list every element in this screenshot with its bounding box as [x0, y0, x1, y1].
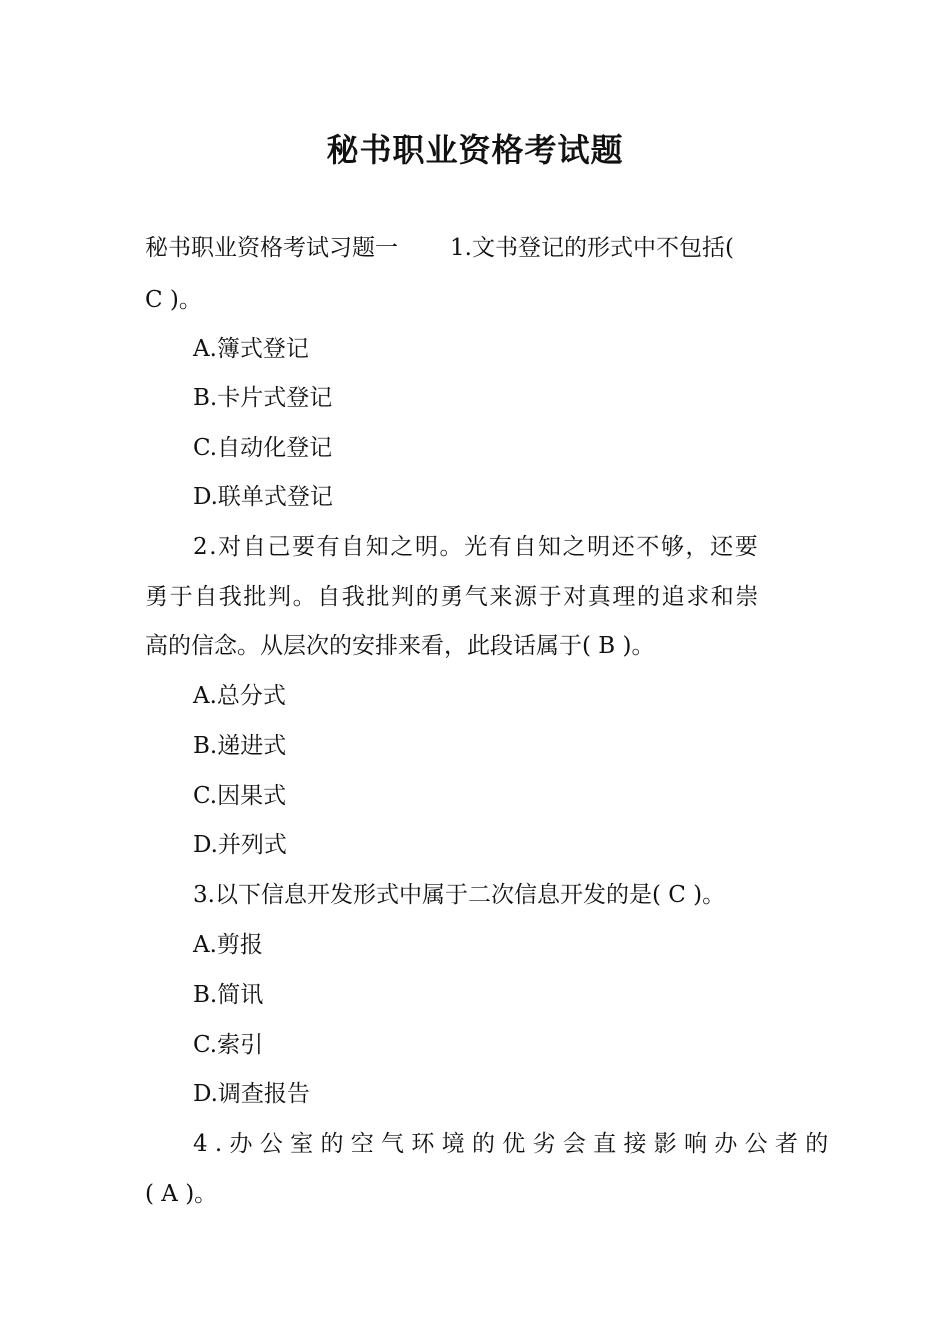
- q2-stem-b: 勇于自我批判。自我批判的勇气来源于对真理的追求和崇: [145, 584, 760, 610]
- q4-stem-a: 4.办公室的空气环境的优劣会直接影响办公者的: [193, 1131, 836, 1157]
- q4-stem-b: ( A )。: [145, 1181, 218, 1207]
- q3-option-b: B.简讯: [193, 982, 264, 1008]
- q1-option-a: A.簿式登记: [193, 336, 309, 362]
- q3-option-c: C.索引: [193, 1032, 264, 1058]
- q3-option-a: A.剪报: [193, 932, 263, 958]
- q2-option-d: D.并列式: [193, 832, 287, 858]
- q3-option-d: D.调查报告: [193, 1081, 310, 1107]
- q2-stem-c: 高的信念。从层次的安排来看，此段话属于( B )。: [145, 633, 655, 659]
- q1-option-b: B.卡片式登记: [193, 385, 333, 411]
- q2-stem-a: 2.对自己要有自知之明。光有自知之明还不够，还要: [193, 534, 760, 560]
- q2-option-b: B.递进式: [193, 733, 287, 759]
- q2-option-c: C.因果式: [193, 783, 287, 809]
- q3-stem-a: 3.以下信息开发形式中属于二次信息开发的是( C )。: [193, 882, 726, 908]
- page-title: 秘书职业资格考试题: [326, 131, 624, 169]
- intro-line: [145, 231, 810, 265]
- q1-stem-b: C )。: [145, 287, 202, 313]
- q1-option-d: D.联单式登记: [193, 484, 333, 510]
- intro-text: 秘书职业资格考试习题一: [145, 235, 398, 261]
- q1-stem-a: 1.文书登记的形式中不包括(: [450, 235, 734, 261]
- q2-option-a: A.总分式: [193, 683, 286, 709]
- q1-option-c: C.自动化登记: [193, 435, 333, 461]
